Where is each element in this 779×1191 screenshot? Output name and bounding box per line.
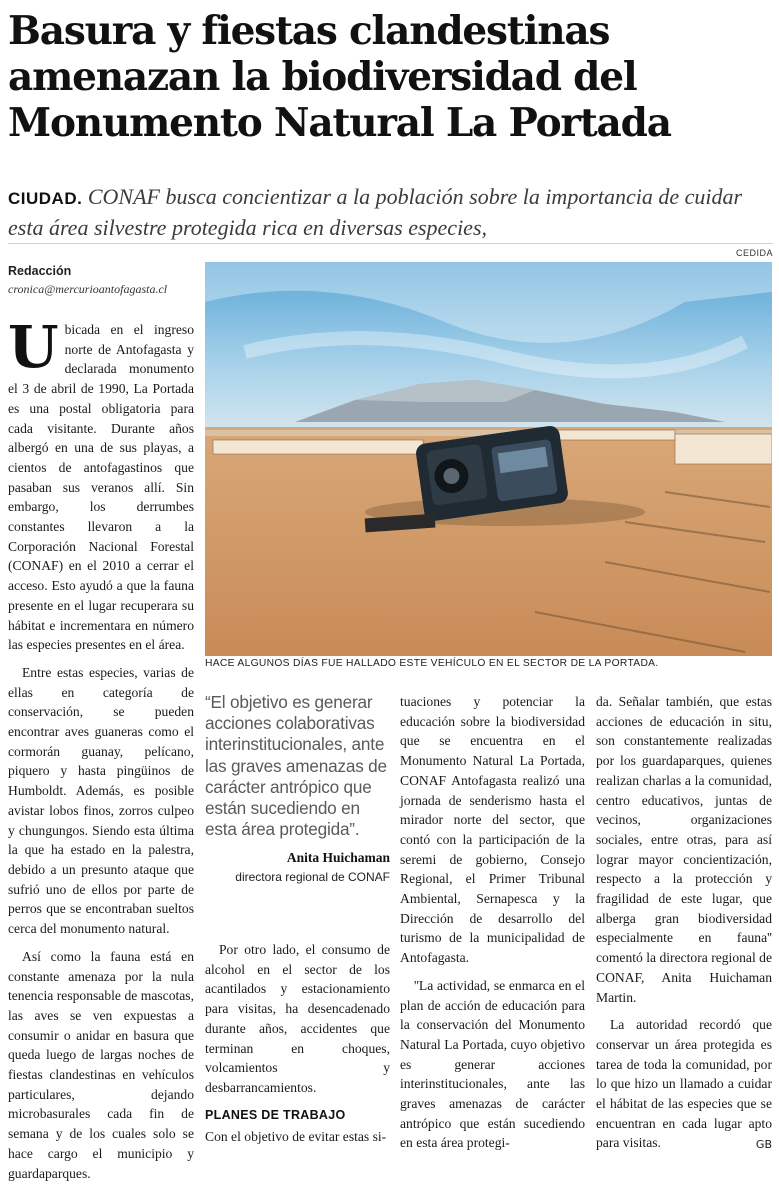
end-mark-icon: GB (755, 1138, 772, 1152)
headline: Basura y fiestas clandestinas amenazan la biodiversidad del Monumento Natural La Portada (8, 8, 671, 146)
section-kicker: CIUDAD. (8, 189, 83, 208)
column-3 (400, 692, 585, 1161)
byline-email[interactable]: cronica@mercurioantofagasta.cl (8, 282, 168, 296)
photo-caption: HACE ALGUNOS DÍAS FUE HALLADO ESTE VEHÍCULO EN EL SECTOR DE LA PORTADA. (205, 658, 659, 669)
deck-text: CONAF busca concientizar a la población sobre la importancia de cuidar esta área silvestre protegida rica en diversas especies, (8, 184, 743, 240)
paragraph: Por otro lado, el consumo de alcohol en el sector de los acantilados y estacionamiento para visitas, ha desencadenado durante años, accidentes que terminan en choques, volcamientos y desbarrancamientos. (205, 942, 390, 1095)
column-2 (205, 940, 390, 1155)
paragraph: da. Señalar también, que estas acciones de educación in situ, son constantemente realizadas por los guardaparques, quienes realizan charlas a la comunidad, centro educativos, juntas de vecinos, organizaciones sociales, entre otras, para así lograr mayor concientización, respecto a la protección y fragilidad de este lugar, que alberga gran biodiversidad especialmente en fauna'' comentó la directora regional de CONAF, Anita Huichaman Martin. (596, 694, 772, 1005)
overturned-car-illustration (205, 262, 772, 656)
column-4 (596, 692, 772, 1161)
subheading: PLANES DE TRABAJO (205, 1107, 346, 1122)
column-1 (8, 313, 194, 1191)
paragraph: Así como la fauna está en constante amenaza por la nula tenencia responsable de mascotas, las aves se ven expuestas a consumir o anidar en basura que queda luego de largas noches de fiestas clandestinas en vehículos particulares, dejando microbasurales cada fin de semana y de los cuales solo se hace cargo el municipio y guardaparques. (8, 948, 194, 1181)
pull-quote (205, 692, 390, 884)
drop-cap: U (8, 313, 59, 381)
paragraph: Entre estas especies, varias de ellas en categoría de conservación, se pueden encontrar aves guaneras como el cormorán guanay, pelícano, piquero y hasta pingüinos de Humboldt. Además, es posible avistar lobos finos, zorros culpeo y chungungos. Siendo esta última la que ha estado en la palestra, debido a un presunto ataque que sufrió uno de ellos por parte de perros que se encontraban sueltos cerca del monumento natural. (8, 664, 194, 937)
paragraph: Ubicada en el ingreso norte de Antofagasta y declarada monumento el 3 de abril de 1990, La Portada es una postal obligatoria para cada visitante. Durante años albergó en una de sus playas, a cientos de antofagastinos que pasaban sus veranos allí. Sin embargo, los derrumbes constantes llevaron a la Corporación Nacional Forestal (CONAF) en el 2010 a cerrar el acceso. Esto ayudó a que la fauna presente en el lugar recuperara su hábitat e incrementara en número las especies presentes en el área. (8, 313, 194, 653)
byline (8, 264, 198, 297)
quote-attribution-name: Anita Huichaman (286, 850, 390, 866)
quote-attribution-role: directora regional de CONAF (235, 870, 390, 885)
divider (8, 243, 773, 244)
paragraph: tuaciones y potenciar la educación sobre la biodiversidad que se encuentra en el Monumento Natural La Portada, CONAF Antofagasta realizó una jornada de senderismo hasta el mirador norte del sector, que contó con la participación de la seremi de gobierno, Consejo Regional, el Primer Tribunal Ambiental, Sernapesca y la Dirección de desarrollo del turismo de la municipalidad de Antofagasta. (400, 694, 585, 966)
paragraph: Con el objetivo de evitar estas si- (205, 1129, 387, 1145)
quote-text: “El objetivo es generar acciones colaborativas interinstitucionales, ante las graves amenazas de carácter antrópico que están sucediendo en esta área protegida”. (205, 692, 387, 840)
paragraph: La autoridad recordó que conservar un área protegida es tarea de toda la comunidad, por lo que hizo un llamado a cuidar el hábitat de las especies que se encuentran en cada lugar apto para visitas. GB (596, 1015, 772, 1153)
paragraph: ''La actividad, se enmarca en el plan de acción de educación para la conservación del Monumento Natural La Portada, cuyo objetivo es generar acciones interinstitucionales, ante las graves amenazas de carácter antrópico que están sucediendo en esta área protegi- (400, 977, 585, 1151)
byline-name: Redacción (8, 264, 72, 278)
article-photo (205, 262, 772, 656)
photo-credit: CEDIDA (735, 248, 773, 258)
deck (8, 182, 773, 242)
